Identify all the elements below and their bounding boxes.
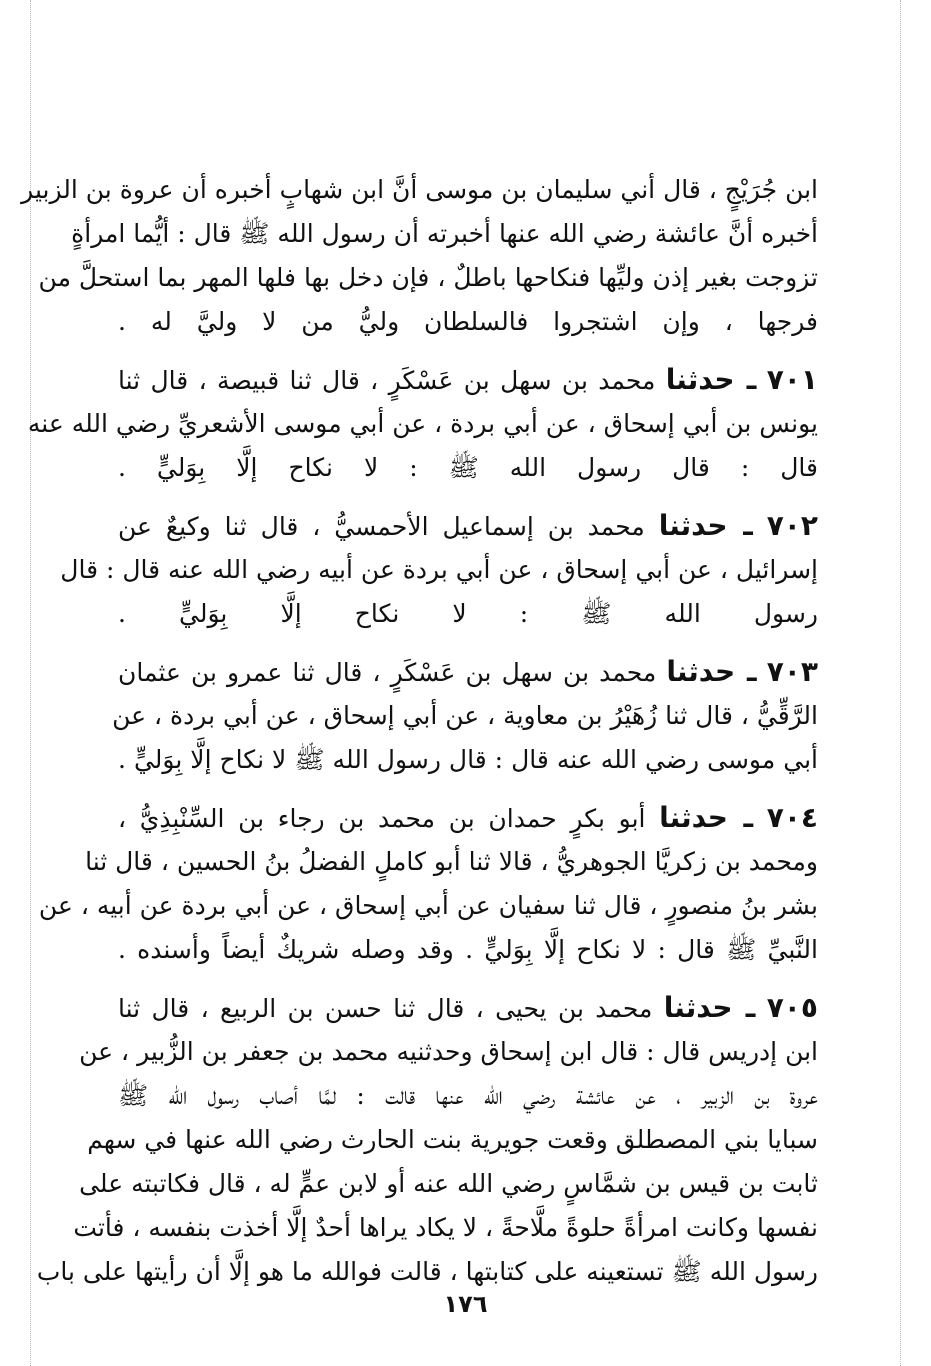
paragraph-continuation (21, 168, 818, 344)
hadith-text: محمد بن يحيى ، قال ثنا حسن بن الربيع ، قال ثنا (118, 994, 653, 1023)
page-body (21, 168, 819, 1308)
text-line: أخبره أنَّ عائشة رضي الله عنها أخبرته أن رسول الله ﷺ قال : أيُّما امرأةٍ (71, 219, 818, 248)
text-line: ابن جُرَيْجٍ ، قال أني سليمان بن موسى أنَّ ابن شهابٍ أخبره أن عروة بن الزبير (21, 175, 818, 204)
hadith-keyword: حدثنا (666, 655, 736, 688)
text-line: إسرائيل ، عن أبي إسحاق ، عن أبي بردة عن أبيه رضي الله عنه قال : قال (60, 555, 818, 584)
text-line: فرجها ، وإن اشتجروا فالسلطان وليُّ من لا وليَّ له . (118, 307, 818, 336)
hadith-704 (38, 796, 819, 972)
hadith-first-line: ٧٠٥ ـ حدثنا محمد بن يحيى ، قال ثنا حسن بن الربيع ، قال ثنا (118, 991, 818, 1024)
text-line: سبايا بني المصطلق وقعت جويرية بنت الحارث رضي الله عنها في سهم (87, 1125, 818, 1154)
text-line: ومحمد بن زكريَّا الجوهريُّ ، قالا ثنا أبو كاملٍ الفضلُ بنُ الحسين ، قال ثنا (85, 847, 818, 876)
text-line: ثابت بن قيس بن شمَّاسٍ رضي الله عنه أو لابن عمٍّ له ، قال فكاتبته على (79, 1169, 818, 1198)
hadith-number: ٧٠٤ (766, 801, 819, 834)
text-line: عروة بن الزبير ، عن عائشة رضي الله عنها قالت : لمَّا أصاب رسول الله ﷺ (118, 1081, 818, 1110)
hadith-keyword: حدثنا (659, 801, 728, 834)
hadith-text: محمد بن سهل بن عَسْكَرٍ ، قال ثنا قبيصة ، قال ثنا (118, 366, 656, 395)
text-line: النَّبيِّ ﷺ قال : لا نكاح إلَّا بِوَليٍّ . وقد وصله شريكٌ أيضاً وأسنده . (118, 935, 818, 964)
scan-edge-right (900, 0, 901, 1366)
hadith-number: ٧٠٥ (766, 991, 818, 1024)
text-line: ابن إدريس قال : قال ابن إسحاق وحدثنيه محمد بن جعفر بن الزُّبير ، عن (79, 1037, 818, 1066)
hadith-keyword: حدثنا (665, 363, 735, 396)
hadith-number: ٧٠٢ (766, 509, 818, 542)
hadith-first-line: ٧٠٢ ـ حدثنا محمد بن إسماعيل الأحمسيُّ ، قال ثنا وكيعٌ عن (118, 509, 818, 542)
text-line: تزوجت بغير إذن وليِّها فنكاحها باطلٌ ، فإن دخل بها فلها المهر بما استحلَّ من (38, 263, 818, 292)
text-line: نفسها وكانت امرأةً حلوةً ملَّاحةً ، لا يكاد يراها أحدٌ إلَّا أخذت بنفسه ، فأتت (73, 1213, 818, 1242)
hadith-701 (27, 358, 818, 490)
hadith-first-line: ٧٠٣ ـ حدثنا محمد بن سهل بن عَسْكَرٍ ، قال ثنا عمرو بن عثمان (118, 655, 818, 688)
hadith-number: ٧٠١ (766, 363, 818, 396)
text-line: قال : قال رسول الله ﷺ : لا نكاح إلَّا بِوَليٍّ . (118, 453, 818, 482)
hadith-keyword: حدثنا (663, 991, 733, 1024)
hadith-first-line: ٧٠١ ـ حدثنا محمد بن سهل بن عَسْكَرٍ ، قال ثنا قبيصة ، قال ثنا (118, 363, 818, 396)
hadith-keyword: حدثنا (658, 509, 728, 542)
hadith-first-line: ٧٠٤ ـ حدثنا أبو بكرٍ حمدان بن محمد بن رجاء بن السِّنْبِذِيُّ ، (118, 801, 819, 834)
hadith-text: محمد بن إسماعيل الأحمسيُّ ، قال ثنا وكيعٌ عن (118, 512, 645, 541)
hadith-703 (112, 650, 818, 782)
page-number: ١٧٦ (443, 1290, 488, 1318)
text-line: الرَّقِّيُّ ، قال ثنا زُهَيْرُ بن معاوية ، عن أبي إسحاق ، عن أبي بردة ، عن (112, 701, 818, 730)
text-line: رسول الله ﷺ تستعينه على كتابتها ، قالت فوالله ما هو إلَّا أن رأيتها على باب (36, 1257, 818, 1286)
text-line: بشر بنُ منصورٍ ، قال ثنا سفيان عن أبي إسحاق ، عن أبي بردة عن أبيه ، عن (38, 891, 818, 920)
hadith-702 (60, 504, 818, 636)
hadith-number: ٧٠٣ (766, 655, 818, 688)
text-line: أبي موسى رضي الله عنه قال : قال رسول الله ﷺ لا نكاح إلَّا بِوَليٍّ . (118, 745, 818, 774)
text-line: رسول الله ﷺ : لا نكاح إلَّا بِوَليٍّ . (118, 599, 818, 628)
hadith-705 (36, 986, 818, 1294)
text-line: يونس بن أبي إسحاق ، عن أبي بردة ، عن أبي موسى الأشعريِّ رضي الله عنه (27, 409, 818, 438)
hadith-text: أبو بكرٍ حمدان بن محمد بن رجاء بن السِّنْبِذِيُّ ، (118, 804, 646, 833)
hadith-text: محمد بن سهل بن عَسْكَرٍ ، قال ثنا عمرو بن عثمان (118, 658, 657, 687)
